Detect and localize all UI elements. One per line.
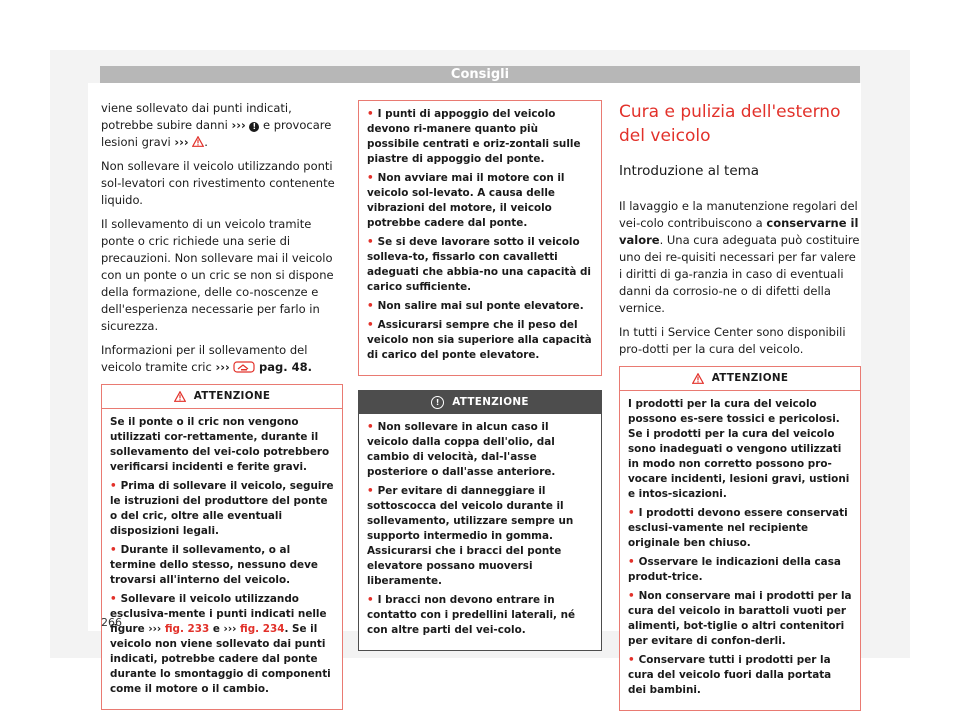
- column-2: [358, 97, 602, 651]
- list-item: • I prodotti devono essere conservati esclusi-vamente nel recipiente originale ben chiuso.: [628, 507, 848, 549]
- warning-header: [102, 385, 342, 409]
- column-1: [101, 100, 343, 710]
- notice-box: [358, 390, 602, 651]
- bullet-icon: •: [628, 556, 635, 568]
- list-item: • Sollevare il veicolo utilizzando esclusiva-mente i punti indicati nelle figure ››› fig. 233 e ››› fig. 234. Se il veicolo non viene sollevato dai punti indicati, potrebbe cadere dal ponte durante lo smontaggio di componenti come il motore o il cambio.: [110, 593, 331, 695]
- list-item: • Per evitare di danneggiare il sottoscocca del veicolo durante il sollevamento, utilizzare sempre un supporto intermedio in gomma. Assicurarsi che i bracci del ponte elevatore possano muoversi liberamente.: [367, 485, 574, 587]
- notice-title: ATTENZIONE: [452, 396, 529, 408]
- list-item: • Osservare le indicazioni della casa produt-trice.: [628, 556, 841, 583]
- list-item: • Non sollevare in alcun caso il veicolo dalla coppa dell'olio, dal cambio di velocità, dal-l'asse posteriore o dall'asse anteriore.: [367, 421, 556, 478]
- warning-body: [359, 101, 601, 375]
- section-header: Consigli: [100, 66, 860, 83]
- column-3: [619, 100, 861, 711]
- warning-box-continued: [358, 100, 602, 376]
- warning-triangle-icon: [192, 136, 204, 147]
- bullet-icon: •: [367, 594, 374, 606]
- info-circle-icon: !: [431, 396, 444, 409]
- bullet-icon: •: [367, 485, 374, 497]
- warning-box: [101, 384, 343, 710]
- paragraph: In tutti i Service Center sono disponibili pro-dotti per la cura del veicolo.: [619, 325, 846, 356]
- warning-triangle-icon: [692, 373, 704, 384]
- bullet-icon: •: [367, 421, 374, 433]
- emphasis: conservarne il valore: [619, 216, 859, 247]
- arrow-link-icon[interactable]: ›››: [148, 623, 162, 635]
- paragraph: viene sollevato dai punti indicati, potrebbe subire danni ››› ! e provocare lesioni gravi ››› .: [101, 101, 332, 149]
- warning-box: [619, 366, 861, 711]
- arrow-link-icon[interactable]: ›››: [223, 623, 237, 635]
- list-item: • Se si deve lavorare sotto il veicolo solleva-to, fissarlo con cavalletti adeguati che abbia-no una capacità di carico sufficiente.: [367, 236, 591, 293]
- jack-reference-icon[interactable]: [233, 361, 255, 373]
- subsection-title: Introduzione al tema: [619, 163, 760, 179]
- section-title: Cura e pulizia dell'esterno del veicolo: [619, 102, 841, 146]
- arrow-link-icon[interactable]: ›››: [231, 118, 246, 132]
- bullet-icon: •: [367, 236, 374, 248]
- bullet-icon: •: [367, 300, 374, 312]
- list-item: • I bracci non devono entrare in contatto con i predellini laterali, né con altre parti del vei-colo.: [367, 594, 576, 636]
- bullet-icon: •: [367, 172, 374, 184]
- list-item: • Prima di sollevare il veicolo, seguire le istruzioni del produttore del ponte o del cric, oltre alle eventuali disposizioni legali.: [110, 480, 334, 537]
- list-item: • Non salire mai sul ponte elevatore.: [367, 300, 584, 312]
- list-item: • Non avviare mai il motore con il veicolo sol-levato. A causa delle vibrazioni del motore, il veicolo potrebbe cadere dal ponte.: [367, 172, 565, 229]
- bullet-icon: •: [367, 108, 374, 120]
- list-item: • Assicurarsi sempre che il peso del veicolo non sia superiore alla capacità di carico del ponte elevatore.: [367, 319, 592, 361]
- list-item: • Non conservare mai i prodotti per la cura del veicolo in barattoli vuoti per alimenti, bot-tiglie o altri contenitori per evitare di confon-derli.: [628, 590, 852, 647]
- warning-title: ATTENZIONE: [193, 390, 271, 402]
- bullet-icon: •: [628, 654, 635, 666]
- arrow-link-icon[interactable]: ›››: [174, 135, 189, 149]
- warning-body: [102, 409, 342, 709]
- page-number: 266: [101, 616, 122, 629]
- exclamation-icon: !: [249, 122, 259, 132]
- paragraph: Informazioni per il sollevamento del veicolo tramite cric ››› pag. 48.: [101, 343, 312, 374]
- list-item: • Durante il sollevamento, o al termine dello stesso, nessuno deve trovarsi all'interno del veicolo.: [110, 544, 318, 586]
- warning-intro: Se il ponte o il cric non vengono utilizzati cor-rettamente, durante il sollevamento del vei-colo potrebbero verificarsi incidenti e ferite gravi.: [110, 416, 330, 473]
- warning-intro: I prodotti per la cura del veicolo possono es-sere tossici e pericolosi. Se i prodotti per la cura del veicolo sono inadeguati o vengono utilizzati in modo non corretto possono pro-vocare incidenti, lesioni gravi, ustioni e intos-sicazioni.: [628, 398, 850, 500]
- bullet-icon: •: [110, 593, 117, 605]
- bullet-icon: •: [367, 319, 374, 331]
- list-item: • I punti di appoggio del veicolo devono ri-manere quanto più possibile centrati e oriz-zontali sulle piastre di appoggio del ponte.: [367, 108, 581, 165]
- paragraph: Il lavaggio e la manutenzione regolari del vei-colo contribuiscono a conservarne il valore. Una cura adeguata può costituire uno dei re-quisiti necessari per far valere i diritti di ga-ranzia in caso di eventuali danni da corrosio-ne o di difetti della vernice.: [619, 199, 860, 315]
- notice-header: [359, 391, 601, 414]
- warning-header: [620, 367, 860, 391]
- notice-body: [359, 414, 601, 650]
- page-reference[interactable]: pag. 48.: [259, 360, 312, 374]
- figure-link[interactable]: fig. 234: [240, 623, 285, 635]
- figure-link[interactable]: fig. 233: [164, 623, 210, 635]
- bullet-icon: •: [628, 590, 635, 602]
- warning-body: [620, 391, 860, 710]
- paragraph: Il sollevamento di un veicolo tramite ponte o cric richiede una serie di precauzioni. Non sollevare mai il veicolo con un ponte o un cric se non si dispone della formazione, delle co-noscenze e dell'esperienza necessarie per farlo in sicurezza.: [101, 217, 334, 333]
- arrow-link-icon[interactable]: ›››: [215, 360, 230, 374]
- warning-triangle-icon: [174, 391, 186, 402]
- bullet-icon: •: [110, 480, 117, 492]
- warning-title: ATTENZIONE: [711, 372, 789, 384]
- list-item: • Conservare tutti i prodotti per la cura del veicolo fuori dalla portata dei bambini.: [628, 654, 832, 696]
- paragraph: Non sollevare il veicolo utilizzando ponti sol-levatori con rivestimento contenente liquido.: [101, 159, 335, 207]
- bullet-icon: •: [110, 544, 117, 556]
- bullet-icon: •: [628, 507, 635, 519]
